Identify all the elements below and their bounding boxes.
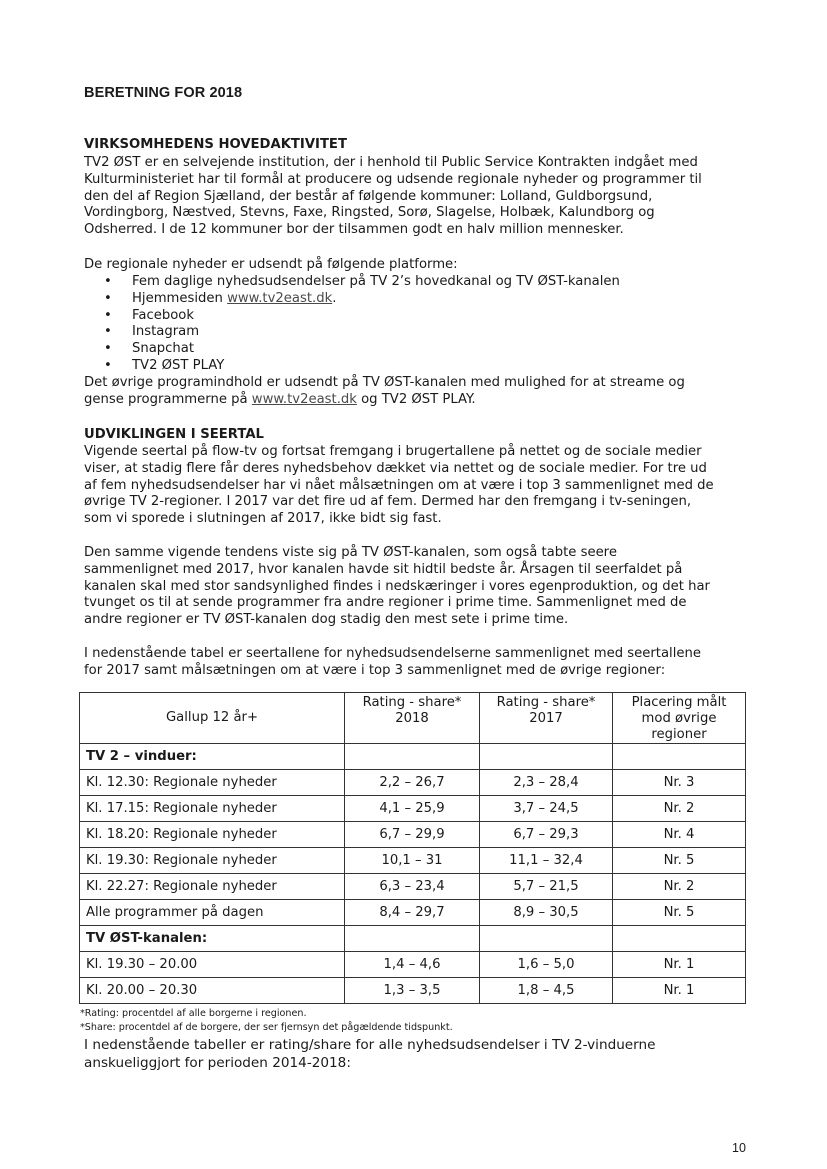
list-item: • Fem daglige nyhedsudsendelser på TV 2’s hovedkanal og TV ØST-kanalen (84, 274, 620, 291)
platform-intro (84, 257, 754, 274)
rating-2018: 1,3 – 3,5 (345, 978, 480, 1004)
text-fragment: gense programmerne på (84, 391, 252, 407)
rating-2017: 6,7 – 29,3 (480, 822, 613, 848)
list-item: • Snapchat (84, 341, 620, 358)
table-row (80, 900, 746, 926)
rating-2018: 8,4 – 29,7 (345, 900, 480, 926)
text-line: De regionale nyheder er udsendt på følgende platforme: (84, 257, 458, 272)
table-section-row (80, 744, 746, 770)
text-line: TV2 ØST er en selvejende institution, der i henhold til Public Service Kontrakten indgået med (84, 155, 698, 170)
rating-2018: 6,3 – 23,4 (345, 874, 480, 900)
header-text: 2017 (529, 711, 563, 726)
row-label: Kl. 22.27: Regionale nyheder (80, 874, 345, 900)
header-text: regioner (651, 727, 707, 742)
footnote-rating: *Rating: procentdel af alle borgerne i regionen. (80, 1008, 307, 1019)
placement: Nr. 5 (613, 900, 746, 926)
row-label: Kl. 18.20: Regionale nyheder (80, 822, 345, 848)
text-line: Det øvrige programindhold er udsendt på TV ØST-kanalen med mulighed for at streame og (84, 375, 685, 390)
header-rating-2017 (480, 693, 613, 744)
list-item (84, 291, 620, 308)
text-line: af fem nyhedsudsendelser har vi nået målsætningen om at være i top 3 sammenlignet med de (84, 477, 714, 493)
heading-viewer-development: UDVIKLINGEN I SEERTAL (84, 427, 264, 442)
rating-2017: 2,3 – 28,4 (480, 770, 613, 796)
rating-2017: 3,7 – 24,5 (480, 796, 613, 822)
placement: Nr. 2 (613, 796, 746, 822)
header-text: Placering målt (631, 695, 727, 710)
paragraph-viewers-1 (84, 444, 754, 528)
text-line: viser, at stadig flere får deres nyhedsbehov dækket via nettet og de sociale medier. For tre ud (84, 460, 707, 476)
table-cell (613, 744, 746, 770)
table-row (80, 978, 746, 1004)
header-text: Gallup 12 år+ (165, 710, 259, 725)
website-link[interactable]: www.tv2east.dk (251, 391, 357, 407)
text-line: øvrige TV 2-regioner. I 2017 var det fire ud af fem. Dermed har den fremgang i tv-seningen, (84, 494, 692, 510)
rating-2017: 1,8 – 4,5 (480, 978, 613, 1004)
text-line: I nedenstående tabeller er rating/share for alle nyhedsudsendelser i TV 2-vinduerne (84, 1037, 656, 1053)
header-text: Rating - share* (362, 695, 462, 710)
list-item-text: . (332, 290, 337, 306)
rating-2017: 5,7 – 21,5 (480, 874, 613, 900)
paragraph-other-content (84, 375, 754, 409)
website-link[interactable]: www.tv2east.dk (227, 290, 333, 306)
text-line: andre regioner er TV ØST-kanalen dog stadig den mest sete i prime time. (84, 612, 569, 628)
text-line: tvunget os til at sende programmer fra andre regioner i prime time. Sammenlignet med de (84, 595, 687, 611)
paragraph-viewers-2 (84, 545, 754, 629)
report-title: BERETNING FOR 2018 (84, 85, 243, 101)
text-line: Odsherred. I de 12 kommuner bor der tilsammen godt en halv million mennesker. (84, 222, 624, 238)
header-text: 2018 (395, 711, 429, 726)
text-line: Vordingborg, Næstved, Stevns, Faxe, Ringsted, Sorø, Slagelse, Holbæk, Kalundborg og (84, 205, 655, 221)
row-label: Kl. 19.30: Regionale nyheder (80, 848, 345, 874)
placement: Nr. 5 (613, 848, 746, 874)
text-line: anskueliggjort for perioden 2014-2018: (84, 1055, 351, 1071)
text-line: som vi sporede i slutningen af 2017, ikke bidt sig fast. (84, 511, 442, 527)
header-text: Rating - share* (496, 695, 596, 710)
rating-2018: 2,2 – 26,7 (345, 770, 480, 796)
table-header-row (80, 693, 746, 744)
platform-list (84, 274, 620, 375)
text-line: den del af Region Sjælland, der består af følgende kommuner: Lolland, Guldborgsund, (84, 188, 653, 204)
table-cell (345, 744, 480, 770)
text-line: kanalen skal med stor sandsynlighed findes i nedskæringer i vores egenproduktion, og det har (84, 578, 710, 594)
footnote-share: *Share: procentdel af de borgere, der ser fjernsyn det pågældende tidspunkt. (80, 1022, 453, 1033)
table-cell (480, 926, 613, 952)
paragraph-table-intro (84, 646, 754, 680)
placement: Nr. 4 (613, 822, 746, 848)
text-fragment: og TV2 ØST PLAY. (356, 391, 476, 407)
row-label: Kl. 17.15: Regionale nyheder (80, 796, 345, 822)
page-number: 10 (732, 1141, 746, 1155)
table-row (80, 848, 746, 874)
rating-2018: 1,4 – 4,6 (345, 952, 480, 978)
row-label: Alle programmer på dagen (80, 900, 345, 926)
table-row (80, 796, 746, 822)
rating-2017: 1,6 – 5,0 (480, 952, 613, 978)
header-placement (613, 693, 746, 744)
table-cell (480, 744, 613, 770)
placement: Nr. 1 (613, 978, 746, 1004)
list-item: • Facebook (84, 308, 620, 325)
placement: Nr. 2 (613, 874, 746, 900)
list-item-text: Hjemmesiden (132, 290, 228, 306)
text-line: Kulturministeriet har til formål at producere og udsende regionale nyheder og programmer til (84, 171, 702, 187)
table-row (80, 952, 746, 978)
table-row (80, 770, 746, 796)
list-item: • TV2 ØST PLAY (84, 358, 620, 375)
text-line: Vigende seertal på flow-tv og fortsat fremgang i brugertallene på nettet og de sociale medier (84, 444, 702, 459)
rating-2018: 10,1 – 31 (345, 848, 480, 874)
table-section-row (80, 926, 746, 952)
ratings-table (79, 692, 746, 1004)
header-rating-2018 (345, 693, 480, 744)
header-gallup (80, 693, 345, 744)
section-label-ost: TV ØST-kanalen: (80, 926, 345, 952)
text-line: for 2017 samt målsætningen om at være i top 3 sammenlignet med de øvrige regioner: (84, 662, 666, 678)
rating-2018: 4,1 – 25,9 (345, 796, 480, 822)
table-cell (613, 926, 746, 952)
paragraph-closing (84, 1036, 754, 1072)
text-line: Den samme vigende tendens viste sig på TV ØST-kanalen, som også tabte seere (84, 545, 617, 560)
section-label-tv2: TV 2 – vinduer: (80, 744, 345, 770)
text-line: sammenlignet med 2017, hvor kanalen havde sit hidtil bedste år. Årsagen til seerfaldet på (84, 561, 683, 577)
rating-2017: 8,9 – 30,5 (480, 900, 613, 926)
header-text: mod øvrige (641, 711, 717, 726)
row-label: Kl. 12.30: Regionale nyheder (80, 770, 345, 796)
rating-2017: 11,1 – 32,4 (480, 848, 613, 874)
placement: Nr. 3 (613, 770, 746, 796)
list-item: • Instagram (84, 324, 620, 341)
table-row (80, 874, 746, 900)
text-line (84, 392, 754, 409)
row-label: Kl. 19.30 – 20.00 (80, 952, 345, 978)
placement: Nr. 1 (613, 952, 746, 978)
rating-2018: 6,7 – 29,9 (345, 822, 480, 848)
table-cell (345, 926, 480, 952)
paragraph-main-activity (84, 155, 754, 239)
table-row (80, 822, 746, 848)
row-label: Kl. 20.00 – 20.30 (80, 978, 345, 1004)
text-line: I nedenstående tabel er seertallene for nyhedsudsendelserne sammenlignet med seertallene (84, 646, 701, 661)
heading-main-activity: VIRKSOMHEDENS HOVEDAKTIVITET (84, 137, 347, 152)
